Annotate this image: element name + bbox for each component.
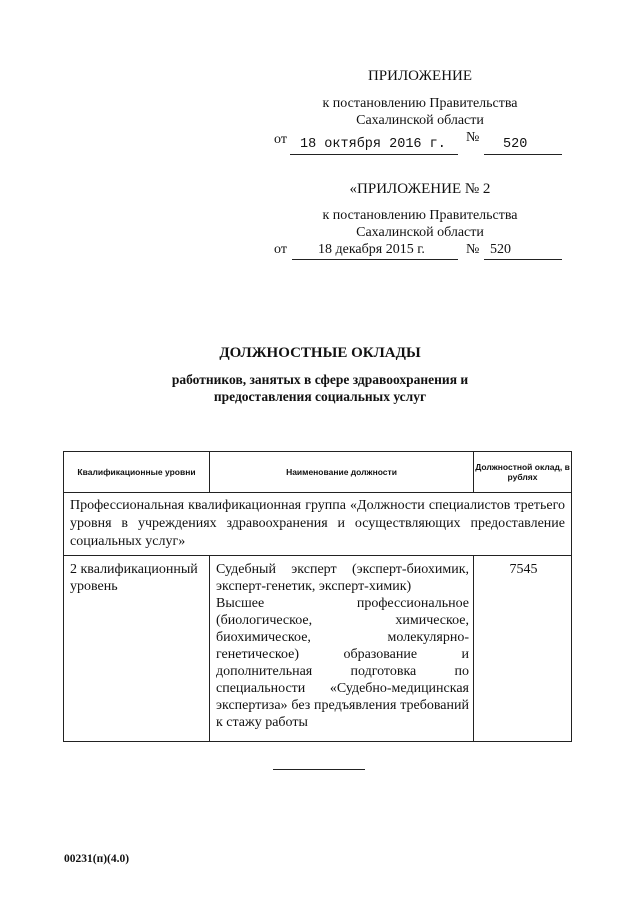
previous-date-underline xyxy=(292,259,458,260)
previous-number-underline xyxy=(484,259,562,260)
previous-number-label: № xyxy=(466,242,480,257)
resolution-number: 520 xyxy=(503,137,528,152)
position-name: Судебный эксперт (эксперт-биохимик, эксперт-генетик, эксперт-химик) xyxy=(216,562,469,594)
date-underline xyxy=(290,154,458,155)
table-row xyxy=(64,556,572,742)
salary-table xyxy=(63,451,572,742)
qualification-level: 2 квалификационный уровень xyxy=(64,556,210,742)
table-header-row xyxy=(64,452,572,493)
end-divider xyxy=(273,769,365,770)
previous-resolution-line-1: к постановлению Правительства xyxy=(322,208,518,223)
number-label: № xyxy=(466,130,480,145)
document-title: ДОЛЖНОСТНЫЕ ОКЛАДЫ xyxy=(219,345,421,361)
document-subtitle xyxy=(120,371,520,405)
resolution-date: 18 октября 2016 г. xyxy=(300,137,446,152)
appendix-title: ПРИЛОЖЕНИЕ xyxy=(367,68,473,84)
document-code: 00231(п)(4.0) xyxy=(64,853,130,865)
qualification-group-name: Профессиональная квалификационная группа «Должности специалистов третьего уровня в учреждениях здравоохранения и осуществляющих предоставление социальных услуг» xyxy=(64,493,572,556)
previous-date-from-label: от xyxy=(274,242,287,257)
salary-value: 7545 xyxy=(474,556,572,742)
position-cell xyxy=(210,556,474,742)
table-group-row xyxy=(64,493,572,556)
previous-resolution-number: 520 xyxy=(490,242,511,257)
resolution-line-2: Сахалинской области xyxy=(356,113,484,128)
number-underline xyxy=(484,154,562,155)
previous-appendix-title: «ПРИЛОЖЕНИЕ № 2 xyxy=(349,181,491,197)
column-header-levels: Квалификационные уровни xyxy=(64,452,210,493)
date-from-label: от xyxy=(274,132,287,147)
document-subtitle-line-2: предоставления социальных услуг xyxy=(213,389,427,404)
document-subtitle-line-1: работников, занятых в сфере здравоохранения и xyxy=(171,372,469,387)
column-header-salary: Должностной оклад, в рублях xyxy=(474,452,572,493)
previous-resolution-line-2: Сахалинской области xyxy=(356,225,484,240)
previous-resolution-date: 18 декабря 2015 г. xyxy=(318,242,425,257)
position-requirements: Высшее профессиональное (биологическое, химическое, биохимическое, молекулярно-генетическое) образование и дополнительная подготовка по специальности «Судебно-медицинская экспертиза» без предъявления требований к стажу работы xyxy=(216,596,469,730)
column-header-position: Наименование должности xyxy=(210,452,474,493)
resolution-line-1: к постановлению Правительства xyxy=(322,96,518,111)
